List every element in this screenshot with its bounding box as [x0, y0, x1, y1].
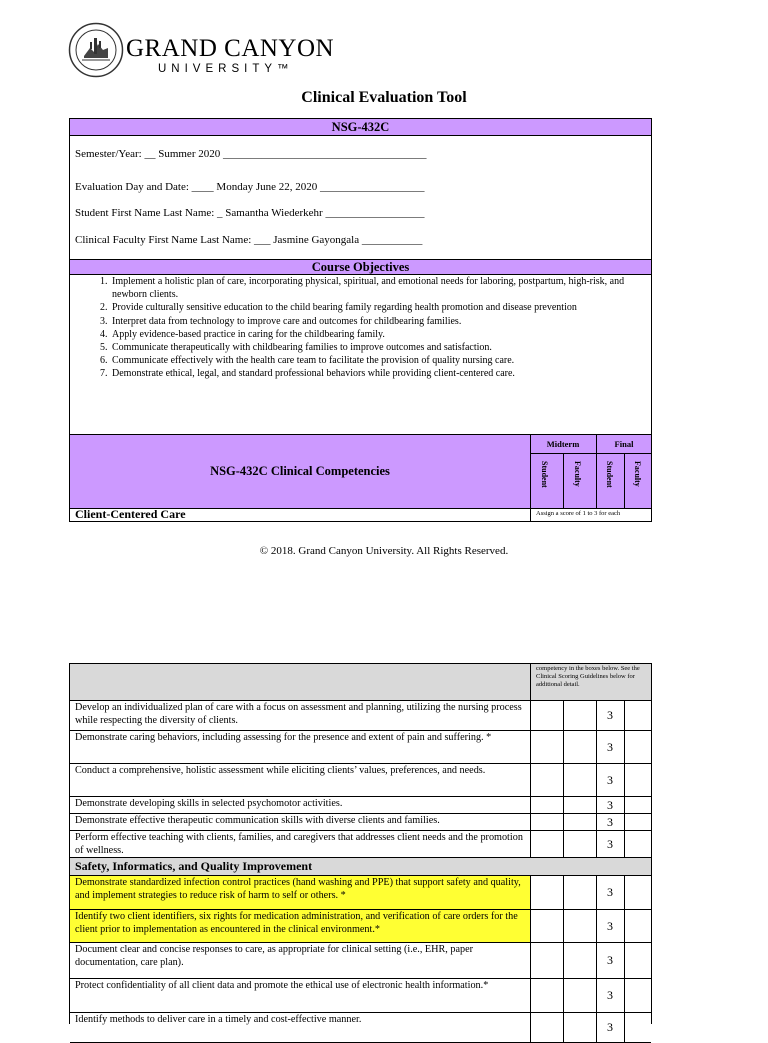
competency-text: Protect confidentiality of all client data and promote the ethical use of electronic health information.*: [75, 980, 489, 991]
final-faculty-header: Faculty: [633, 461, 642, 487]
competencies-title: NSG-432C Clinical Competencies: [210, 464, 390, 478]
university-seal-icon: [68, 22, 124, 78]
midterm-header: Midterm: [546, 439, 580, 449]
objective-item: 2. Provide culturally sensitive education to the child bearing family regarding health promotion and disease prevention: [110, 301, 645, 314]
competency-text: Identify methods to deliver care in a timely and cost-effective manner.: [75, 1014, 362, 1025]
evaluation-header-table: [69, 118, 652, 522]
university-logo: [68, 22, 335, 78]
final-student-score[interactable]: 3: [607, 953, 613, 967]
logo-name-top: GRAND CANYON: [126, 35, 335, 62]
competency-text: Demonstrate effective therapeutic communication skills with diverse clients and families.: [75, 815, 440, 826]
semester-year-field[interactable]: Semester/Year: __ Summer 2020 _____________________________________: [75, 148, 427, 160]
midterm-student-header: Student: [540, 461, 549, 488]
final-student-score[interactable]: 3: [607, 919, 613, 933]
final-student-score[interactable]: 3: [607, 837, 613, 851]
competency-row: [70, 979, 651, 1013]
student-name-field[interactable]: Student First Name Last Name: _ Samantha Wiederkehr __________________: [75, 207, 425, 219]
competency-row: [70, 910, 651, 943]
table-header-row: [70, 664, 651, 701]
competency-row: [70, 701, 651, 731]
competency-text: Demonstrate standardized infection control practices (hand washing and PPE) that support safety and quality, and implement strategies to reduce risk of harm to self or others. *: [75, 877, 521, 901]
competency-text: Demonstrate developing skills in selected psychomotor activities.: [75, 798, 343, 809]
final-student-score[interactable]: 3: [607, 988, 613, 1002]
objective-item: 1. Implement a holistic plan of care, incorporating physical, spiritual, and emotional needs for laboring, postpartum, high-risk, and newborn clients.: [110, 275, 645, 301]
competencies-header: [70, 434, 651, 509]
competency-text: Conduct a comprehensive, holistic assessment while eliciting clients’ values, preferences, and needs.: [75, 765, 486, 776]
competency-row: [70, 764, 651, 797]
midterm-faculty-header: Faculty: [573, 461, 582, 487]
final-student-score[interactable]: 3: [607, 1020, 613, 1034]
competency-row: [70, 876, 651, 910]
final-student-score[interactable]: 3: [607, 773, 613, 787]
competency-row: [70, 814, 651, 831]
score-instruction-top: Assign a score of 1 to 3 for each: [536, 510, 621, 517]
client-centered-label: Client-Centered Care: [75, 507, 186, 521]
competency-text: Perform effective teaching with clients, families, and caregivers that addresses client needs and the promotion of wellness.: [75, 832, 523, 856]
safety-section-label: Safety, Informatics, and Quality Improvement: [75, 859, 313, 873]
safety-section-row: [70, 858, 651, 876]
final-header: Final: [614, 439, 634, 449]
course-code-header: NSG-432C: [70, 119, 651, 136]
final-student-score[interactable]: 3: [607, 798, 613, 812]
evaluation-date-field[interactable]: Evaluation Day and Date: ____ Monday June 22, 2020 ___________________: [75, 181, 425, 193]
logo-name-bottom: UNIVERSITY™: [158, 63, 294, 75]
objective-item: 5. Communicate therapeutically with childbearing families to improve outcomes and satisfaction.: [110, 341, 645, 354]
final-student-score[interactable]: 3: [607, 815, 613, 829]
competency-row: [70, 943, 651, 979]
copyright-notice: © 2018. Grand Canyon University. All Rights Reserved.: [259, 545, 509, 557]
competency-text: Develop an individualized plan of care with a focus on assessment and planning, utilizing the nursing process while respecting the diversity of clients.: [75, 702, 522, 726]
course-objectives-list: [70, 275, 645, 381]
objective-item: 7. Demonstrate ethical, legal, and standard professional behaviors while providing client-centered care.: [110, 367, 645, 380]
objective-item: 6. Communicate effectively with the health care team to facilitate the provision of quality nursing care.: [110, 354, 645, 367]
competency-row: [70, 1013, 651, 1043]
score-instruction-bottom: competency in the boxes below. See the Clinical Scoring Guidelines below for additional detail.: [536, 665, 640, 688]
final-student-header: Student: [605, 461, 614, 488]
competency-text: Demonstrate caring behaviors, including assessing for the presence and extent of pain and suffering. *: [75, 732, 492, 743]
objective-item: 3. Interpret data from technology to improve care and outcomes for childbearing families.: [110, 315, 645, 328]
document-title: Clinical Evaluation Tool: [301, 89, 467, 106]
final-student-score[interactable]: 3: [607, 740, 613, 754]
competency-text: Identify two client identifiers, six rights for medication administration, and verification of care orders for the client prior to implementation as encountered in the clinical environment.*: [75, 911, 518, 935]
course-objectives-header: Course Objectives: [70, 259, 651, 275]
final-student-score[interactable]: 3: [607, 708, 613, 722]
final-student-score[interactable]: 3: [607, 885, 613, 899]
faculty-name-field[interactable]: Clinical Faculty First Name Last Name: ___ Jasmine Gayongala ___________: [75, 234, 423, 246]
client-centered-section-row: [70, 507, 651, 522]
competency-row: [70, 797, 651, 814]
competency-row: [70, 731, 651, 764]
objective-item: 4. Apply evidence-based practice in caring for the childbearing family.: [110, 328, 645, 341]
competency-row: [70, 831, 651, 858]
competency-table: [69, 663, 652, 1034]
competency-text: Document clear and concise responses to care, as appropriate for clinical setting (i.e., EHR, paper documentation, care plan).: [75, 944, 474, 968]
